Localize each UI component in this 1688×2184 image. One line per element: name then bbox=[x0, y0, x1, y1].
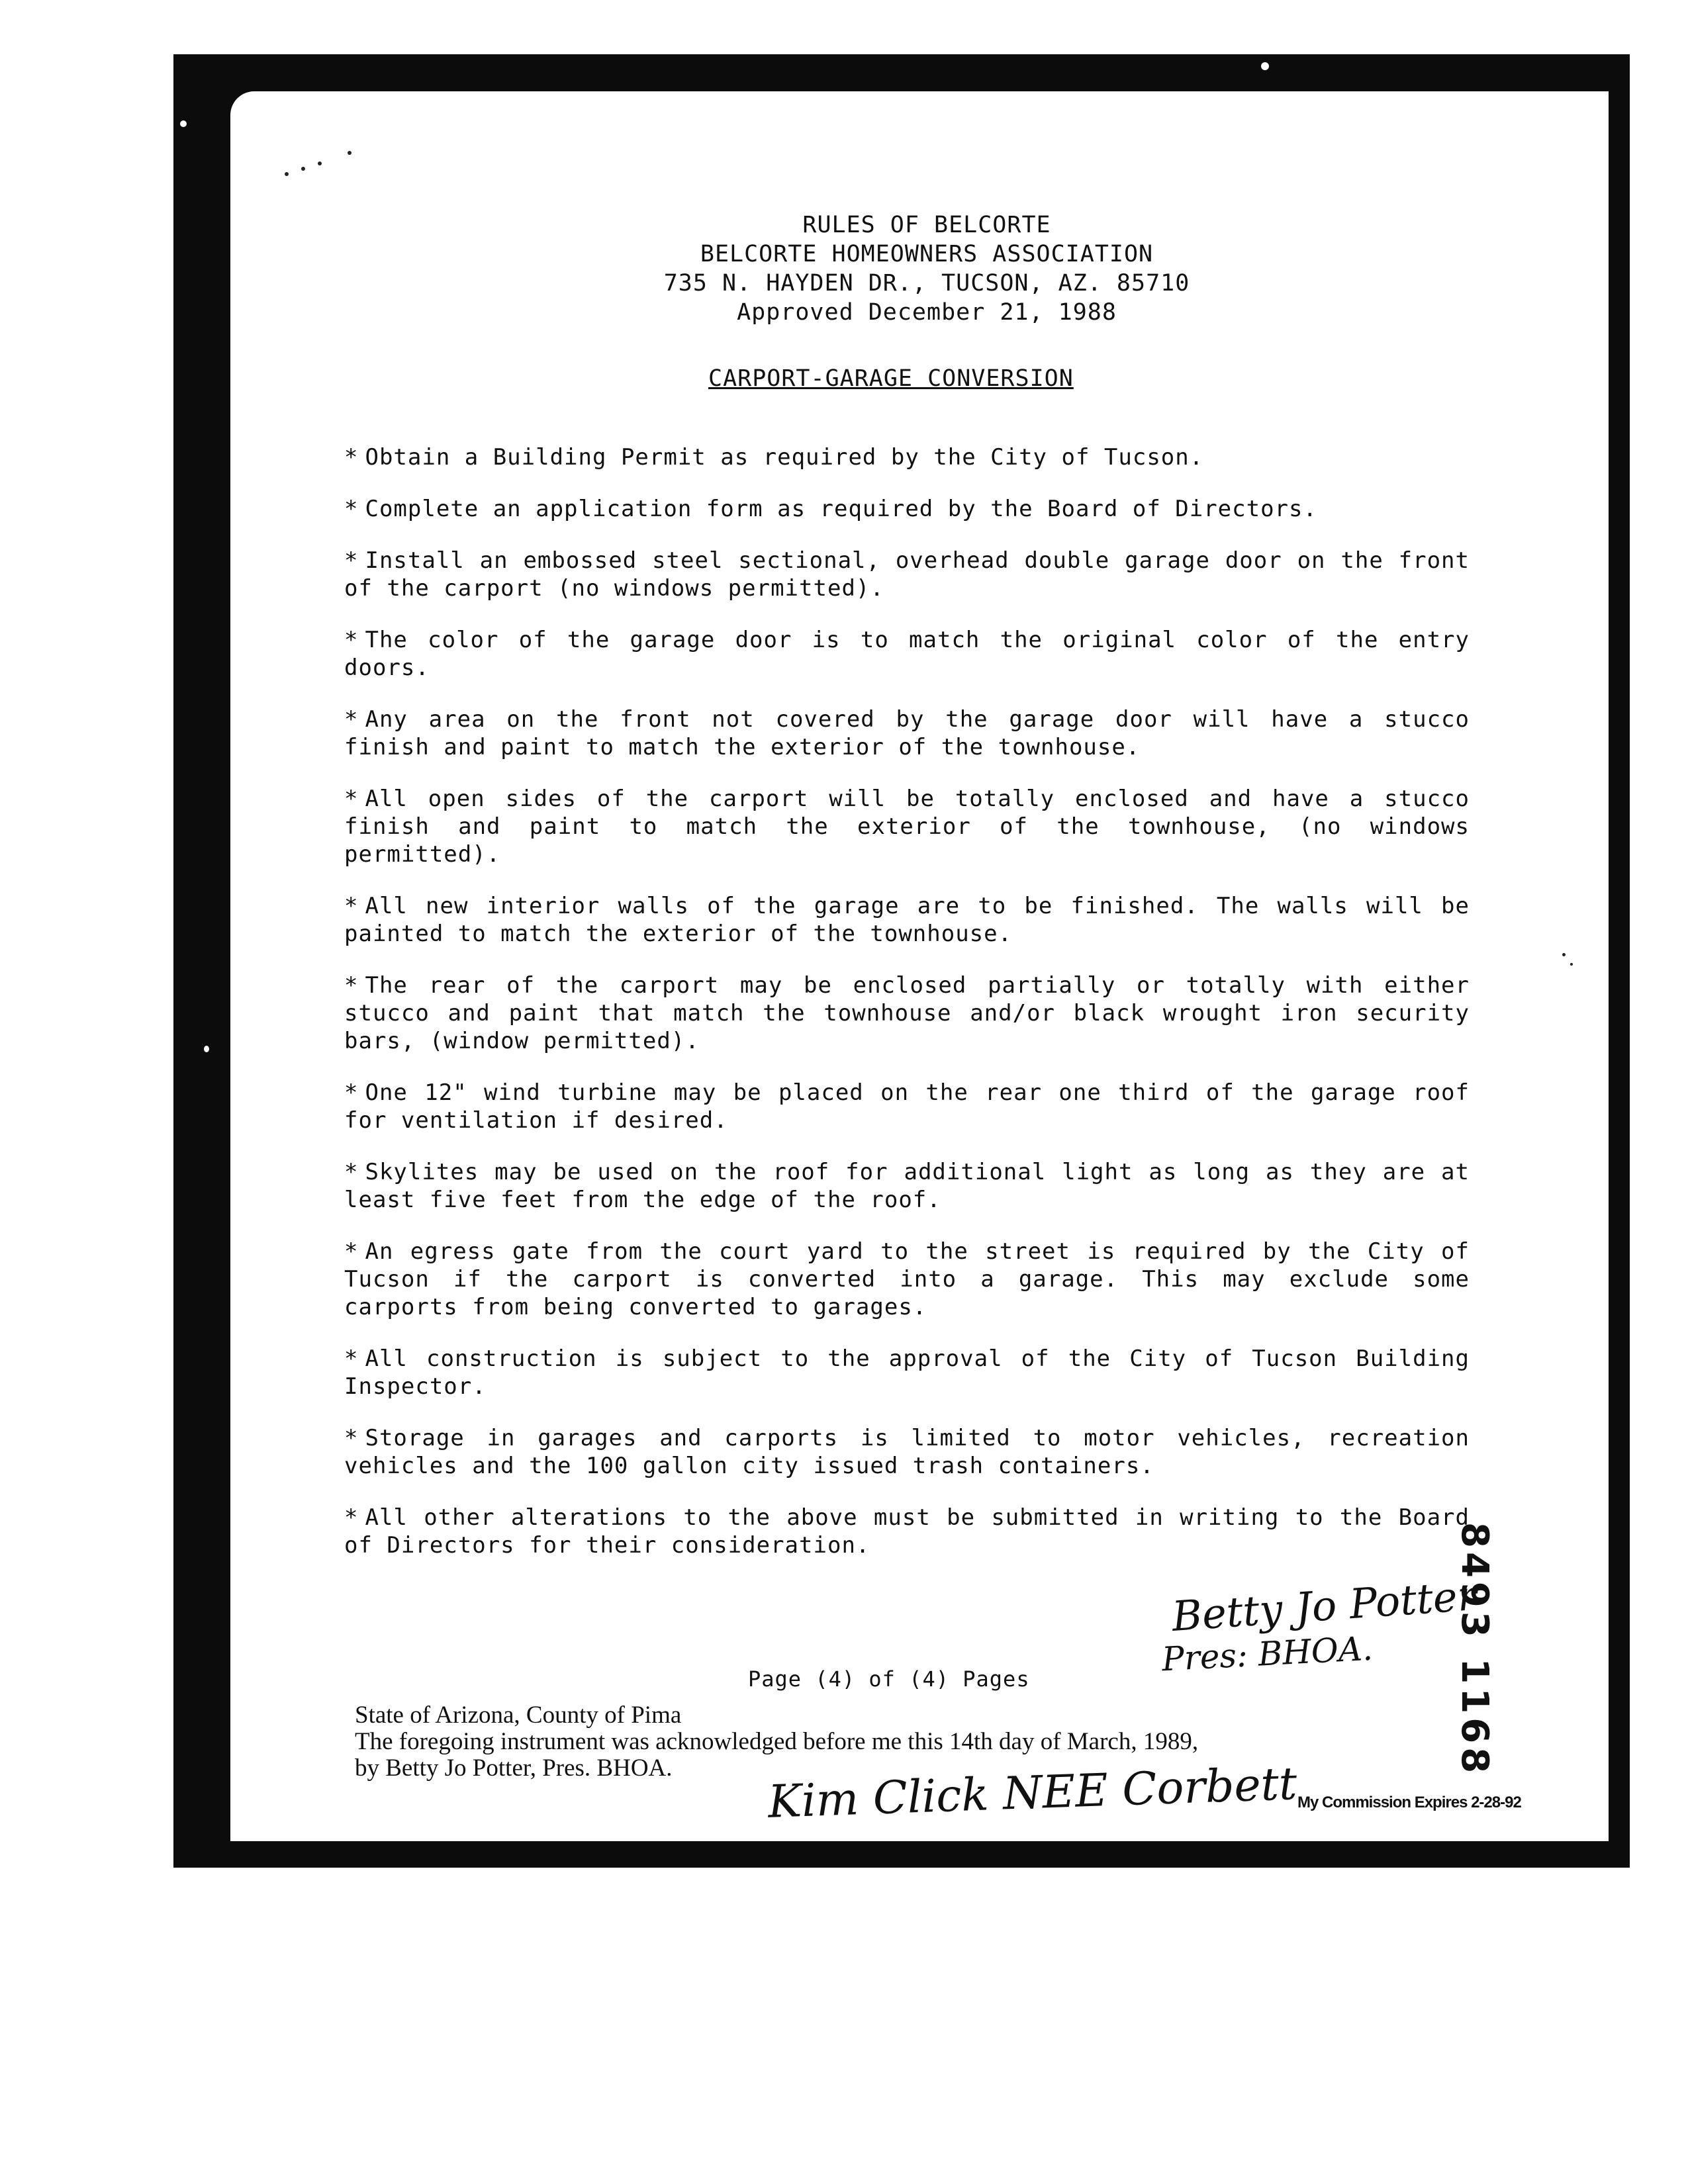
bullet: * bbox=[344, 1159, 359, 1185]
speck bbox=[1570, 963, 1573, 966]
rule-text: One 12" wind turbine may be placed on the rear one third of the garage roof for ventilation if desired. bbox=[344, 1079, 1470, 1134]
bullet: * bbox=[344, 893, 359, 919]
notary-signer: by Betty Jo Potter, Pres. BHOA. bbox=[355, 1754, 673, 1782]
rule-item bbox=[344, 1424, 1470, 1480]
bullet: * bbox=[344, 444, 359, 471]
bullet: * bbox=[344, 547, 359, 574]
rule-item bbox=[344, 705, 1470, 761]
speck bbox=[180, 120, 187, 127]
rule-text: Storage in garages and carports is limited to motor vehicles, recreation vehicles and the 100 gallon city issued trash containers. bbox=[344, 1425, 1470, 1479]
rule-text: All new interior walls of the garage are to be finished. The walls will be painted to match the exterior of the townhouse. bbox=[344, 893, 1470, 947]
rule-item bbox=[344, 1158, 1470, 1214]
notary-state-county: State of Arizona, County of Pima bbox=[355, 1702, 682, 1729]
commission-expiry: My Commission Expires 2-28-92 bbox=[1297, 1794, 1521, 1811]
rule-text: Install an embossed steel sectional, overhead double garage door on the front of the carport (no windows permitted). bbox=[344, 547, 1470, 602]
rule-text: All open sides of the carport will be totally enclosed and have a stucco finish and paint to match the exterior of the townhouse, (no windows permitted). bbox=[344, 786, 1470, 868]
bullet: * bbox=[344, 706, 359, 733]
recording-number: 8493 1168 bbox=[1453, 1522, 1496, 1778]
rule-text: All construction is subject to the approval of the City of Tucson Building Inspector. bbox=[344, 1345, 1470, 1400]
bullet: * bbox=[344, 496, 359, 522]
bullet: * bbox=[344, 972, 359, 999]
speck bbox=[1261, 62, 1269, 70]
rule-item bbox=[344, 1079, 1470, 1134]
bullet: * bbox=[344, 627, 359, 653]
speck bbox=[318, 161, 322, 165]
speck bbox=[301, 167, 305, 171]
rule-text: The color of the garage door is to match the original color of the entry doors. bbox=[344, 627, 1470, 681]
page-number: Page (4) of (4) Pages bbox=[748, 1666, 1030, 1692]
speck bbox=[285, 172, 289, 176]
notary-signature: Kim Click NEE Corbett bbox=[767, 1758, 1298, 1829]
rule-text: Skylites may be used on the roof for additional light as long as they are at least five feet from the edge of the roof. bbox=[344, 1159, 1470, 1213]
bullet: * bbox=[344, 1079, 359, 1106]
rule-text: Obtain a Building Permit as required by the City of Tucson. bbox=[365, 444, 1204, 471]
rule-item bbox=[344, 547, 1470, 602]
bullet: * bbox=[344, 1345, 359, 1372]
rule-item bbox=[344, 495, 1470, 523]
rule-text: All other alterations to the above must be submitted in writing to the Board of Directors for their consideration. bbox=[344, 1504, 1470, 1559]
rule-item bbox=[344, 443, 1470, 471]
bullet: * bbox=[344, 1504, 359, 1531]
rule-text: Any area on the front not covered by the garage door will have a stucco finish and paint to match the exterior of the townhouse. bbox=[344, 706, 1470, 760]
bullet: * bbox=[344, 1238, 359, 1265]
header-address: 735 N. HAYDEN DR., TUCSON, AZ. 85710 bbox=[663, 270, 1190, 296]
president-signature: Betty Jo Potter bbox=[1170, 1570, 1479, 1641]
rule-item bbox=[344, 1238, 1470, 1321]
notary-statement: The foregoing instrument was acknowledged before me this 14th day of March, 1989, bbox=[355, 1728, 1199, 1755]
rule-item bbox=[344, 892, 1470, 948]
header-association: BELCORTE HOMEOWNERS ASSOCIATION bbox=[700, 241, 1154, 267]
rule-item bbox=[344, 1504, 1470, 1559]
rules-list bbox=[344, 443, 1470, 1583]
section-title: CARPORT-GARAGE CONVERSION bbox=[708, 365, 1074, 392]
speck bbox=[348, 151, 352, 155]
rule-item bbox=[344, 785, 1470, 868]
rule-item bbox=[344, 972, 1470, 1055]
rule-text: An egress gate from the court yard to the street is required by the City of Tucson if the carport is converted into a garage. This may exclude some carports from being converted to garages. bbox=[344, 1238, 1470, 1320]
document-header bbox=[490, 210, 1364, 327]
rule-item bbox=[344, 1345, 1470, 1400]
bullet: * bbox=[344, 1425, 359, 1451]
speck bbox=[1562, 953, 1566, 956]
bullet: * bbox=[344, 786, 359, 812]
rule-text: Complete an application form as required by the Board of Directors. bbox=[365, 496, 1317, 522]
president-title: Pres: BHOA. bbox=[1160, 1629, 1374, 1679]
rule-item bbox=[344, 626, 1470, 682]
speck bbox=[204, 1046, 209, 1052]
rule-text: The rear of the carport may be enclosed partially or totally with either stucco and paint that match the townhouse and/or black wrought iron security bars, (window permitted). bbox=[344, 972, 1470, 1054]
header-title: RULES OF BELCORTE bbox=[802, 212, 1051, 238]
header-approved-date: Approved December 21, 1988 bbox=[737, 299, 1117, 326]
